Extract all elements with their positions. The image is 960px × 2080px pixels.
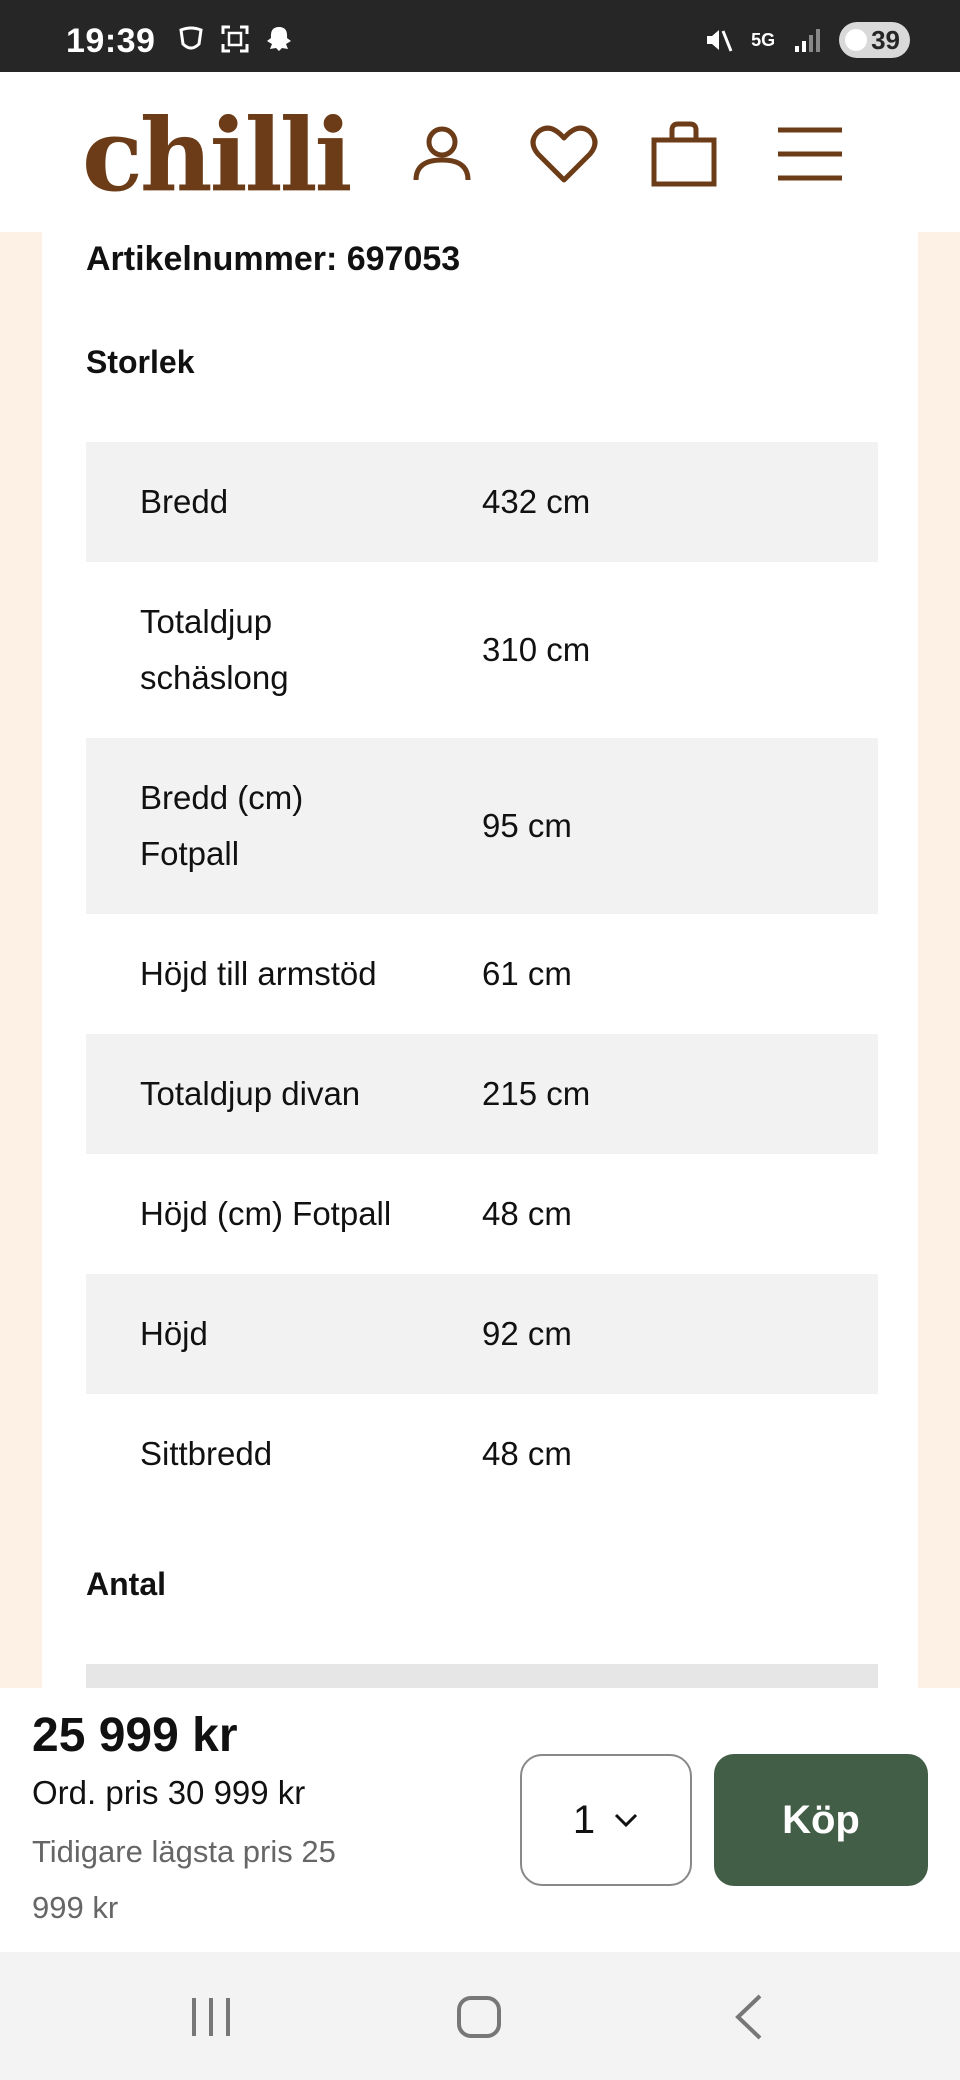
dimension-value: 48 cm <box>482 1195 572 1232</box>
system-navigation-bar <box>0 1952 960 2080</box>
table-row <box>86 738 878 914</box>
status-bar <box>0 0 960 72</box>
status-notification-icons <box>176 24 294 54</box>
buy-button[interactable]: Köp <box>714 1754 928 1886</box>
product-details-card <box>42 232 918 1688</box>
table-row <box>86 914 878 1034</box>
dimension-value: 310 cm <box>482 631 591 668</box>
dimension-value: 215 cm <box>482 1075 591 1112</box>
dimension-label: Höjd (cm) Fotpall <box>140 1195 392 1232</box>
current-price: 25 999 kr <box>32 1709 238 1762</box>
battery-indicator <box>839 22 910 58</box>
dimension-label: Sittbredd <box>140 1435 273 1472</box>
dimension-value: 92 cm <box>482 1315 572 1352</box>
mute-icon <box>703 25 733 55</box>
battery-saver-icon <box>845 29 867 51</box>
size-heading: Storlek <box>86 344 195 380</box>
menu-icon[interactable] <box>772 116 848 192</box>
dimension-value: 95 cm <box>482 807 572 844</box>
chilli-logo[interactable]: chilli <box>82 96 350 214</box>
status-time: 19:39 <box>66 22 156 60</box>
dimension-value: 48 cm <box>482 1435 572 1472</box>
back-icon[interactable] <box>724 1992 774 2042</box>
signal-icon <box>793 26 821 54</box>
quantity-value: 1 <box>572 1797 596 1842</box>
table-row <box>86 562 878 738</box>
ordinary-price: Ord. pris 30 999 kr <box>32 1774 306 1811</box>
home-icon[interactable] <box>454 1992 504 2042</box>
table-row <box>86 1274 878 1394</box>
quantity-table-edge <box>86 1664 878 1688</box>
dimension-label: Höjd till armstöd <box>140 955 377 992</box>
table-row <box>86 442 878 562</box>
recent-apps-icon[interactable] <box>186 1992 236 2042</box>
purchase-bar <box>0 1688 960 1952</box>
dimension-value: 432 cm <box>482 483 591 520</box>
battery-level: 39 <box>871 24 900 55</box>
dimensions-table <box>86 442 878 1514</box>
quantity-select[interactable] <box>520 1754 692 1886</box>
dimension-label: Höjd <box>140 1315 208 1352</box>
dimension-label: Totaldjup divan <box>140 1075 361 1112</box>
snapchat-icon <box>264 24 294 54</box>
dimension-label: Bredd (cm) Fotpall <box>140 779 304 872</box>
site-header <box>0 72 960 232</box>
vpn-icon <box>176 24 206 54</box>
screenshot-icon <box>220 24 250 54</box>
heart-icon[interactable] <box>526 116 602 192</box>
table-row <box>86 1034 878 1154</box>
quantity-heading: Antal <box>86 1566 166 1602</box>
chevron-down-icon <box>613 1812 639 1828</box>
article-number: Artikelnummer: 697053 <box>86 240 461 278</box>
bag-icon[interactable] <box>646 116 722 192</box>
dimension-label: Bredd <box>140 483 229 520</box>
dimension-value: 61 cm <box>482 955 572 992</box>
network-type: 5G <box>751 29 776 50</box>
lowest-previous-price: Tidigare lägsta pris 25 999 kr <box>32 1834 336 1925</box>
account-icon[interactable] <box>404 116 480 192</box>
status-system-icons <box>703 22 910 58</box>
dimension-label: Totaldjup schäslong <box>140 603 289 696</box>
table-row <box>86 1154 878 1274</box>
table-row <box>86 1394 878 1514</box>
